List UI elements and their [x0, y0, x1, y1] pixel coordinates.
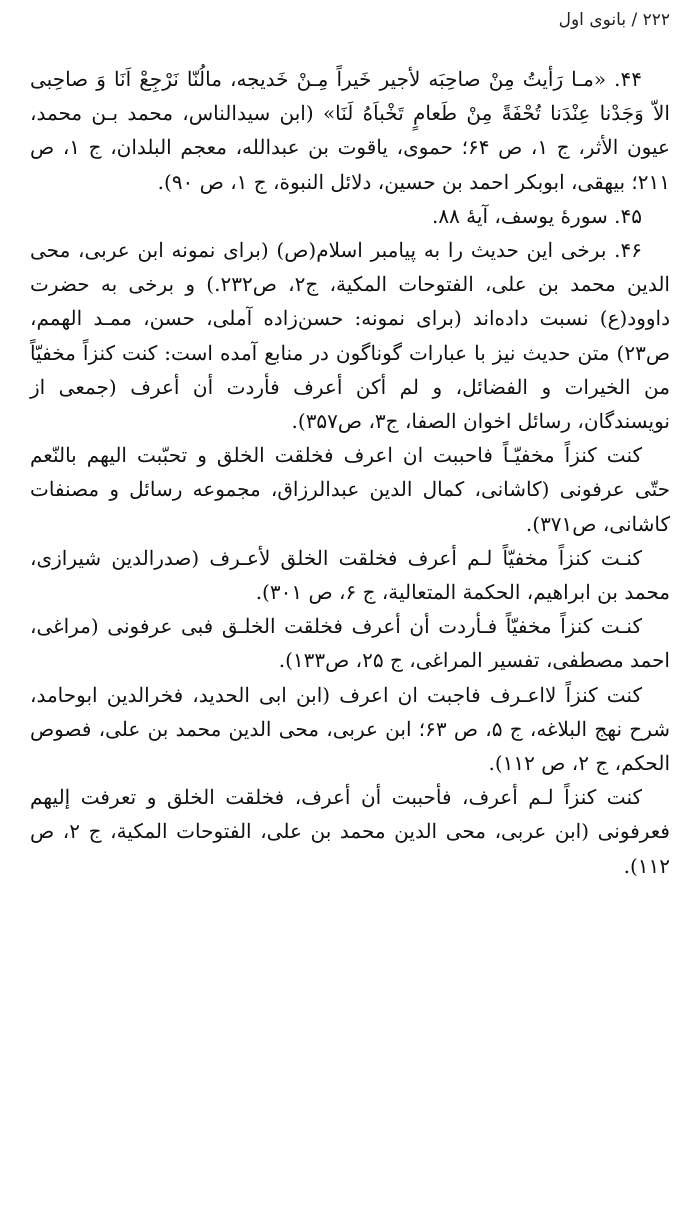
- endnote-number: ۴۶.: [614, 238, 643, 263]
- endnote-text: برخی این حدیث را به پیامبر اسلام(ص) (برای نمونه ابن عربی، محی الدین محمد بن علی، الفتوحات المکیة، ج۲، ص۲۳۲.) و برخی به حضرت داوود(ع) نسبت داده‌اند (برای نمونه: حسن‌زاده آملی، حسن، ممـد الهمم، ص۲۳) متن حدیث نیز با عبارات گوناگون در منابع آمده است: کنت کنزاً مخفیّاً من الخیرات و الفضائل، و لم أکن أعرف فأردت أن أعرف (جمعی از نویسندگان، رسائل اخوان الصفا، ج۳، ص۳۵۷).: [30, 238, 670, 434]
- endnote-44: [30, 62, 670, 199]
- endnote-46: [30, 233, 670, 438]
- header-separator: /: [631, 10, 638, 30]
- endnote-number: ۴۴.: [614, 67, 643, 91]
- running-header: [559, 10, 670, 30]
- endnotes-body: [30, 62, 670, 883]
- hadith-variant: کنـت کنزاً مخفیّاً لـم أعرف فخلقت الخلق لأعـرف (صدرالدین شیرازی، محمد بن ابراهیم، الحکمة المتعالیة، ج ۶، ص ۳۰۱).: [30, 545, 670, 605]
- endnote-text: «مـا رَأیتُ مِنْ صاحِبَه لأجیر خَیراً مِـنْ خَدیجه، مالُنّا نَرْجِعْ اَنَا وَ صاحِبی الاّ وَجَدْنا عِنْدَنا تُحْفَةً مِنْ طَعامٍ تَخْباَهُ لَنَا» (ابن سیدالناس، محمد بـن محمد، عیون الأثر، ج ۱، ص ۶۴؛ حموی، یاقوت بن عبدالله، معجم البلدان، ج ۱، ص ۲۱۱؛ بیهقی، ابوبکر احمد بن حسین، دلائل النبوة، ج ۱، ص ۹۰).: [30, 67, 670, 194]
- hadith-variant: کنت کنزاً لااعـرف فاجبت ان اعرف (ابن ابی الحدید، فخرالدین ابوحامد، شرح نهج البلاغه، ج ۵، ص ۶۳؛ ابن عربی، محی الدین محمد بن علی، فصوص الحکم، ج ۲، ص ۱۱۲).: [30, 682, 670, 776]
- page-number: ۲۲۲: [642, 10, 670, 30]
- endnote-45: [30, 199, 670, 233]
- endnote-number: ۴۵.: [614, 203, 642, 228]
- book-title: بانوی اول: [558, 10, 627, 30]
- hadith-variant: کنت کنزاً مخفیّـاً فاحببت ان اعرف فخلقت الخلق و تحبّبت الیهم بالنّعم حتّی عرفونی (کاشانی، کمال الدین عبدالرزاق، مجموعه رسائل و مصنفات کاشانی، ص۳۷۱).: [30, 443, 670, 536]
- hadith-variant: کنت کنزاً لـم أعرف، فأحببت أن أعرف، فخلقت الخلق و تعرفت إلیهم فعرفونی (ابن عربی، محی الدین محمد بن علی، الفتوحات المکیة، ج ۲، ص ۱۱۲).: [30, 785, 670, 878]
- hadith-variant: کنـت کنزاً مخفیّاً فـأردت أن أعرف فخلقت الخلـق فبی عرفونی (مراغی، احمد مصطفی، تفسیر المراغی، ج ۲۵، ص۱۳۳).: [30, 614, 670, 673]
- endnote-text: سورۀ یوسف، آیۀ ۸۸.: [431, 203, 608, 228]
